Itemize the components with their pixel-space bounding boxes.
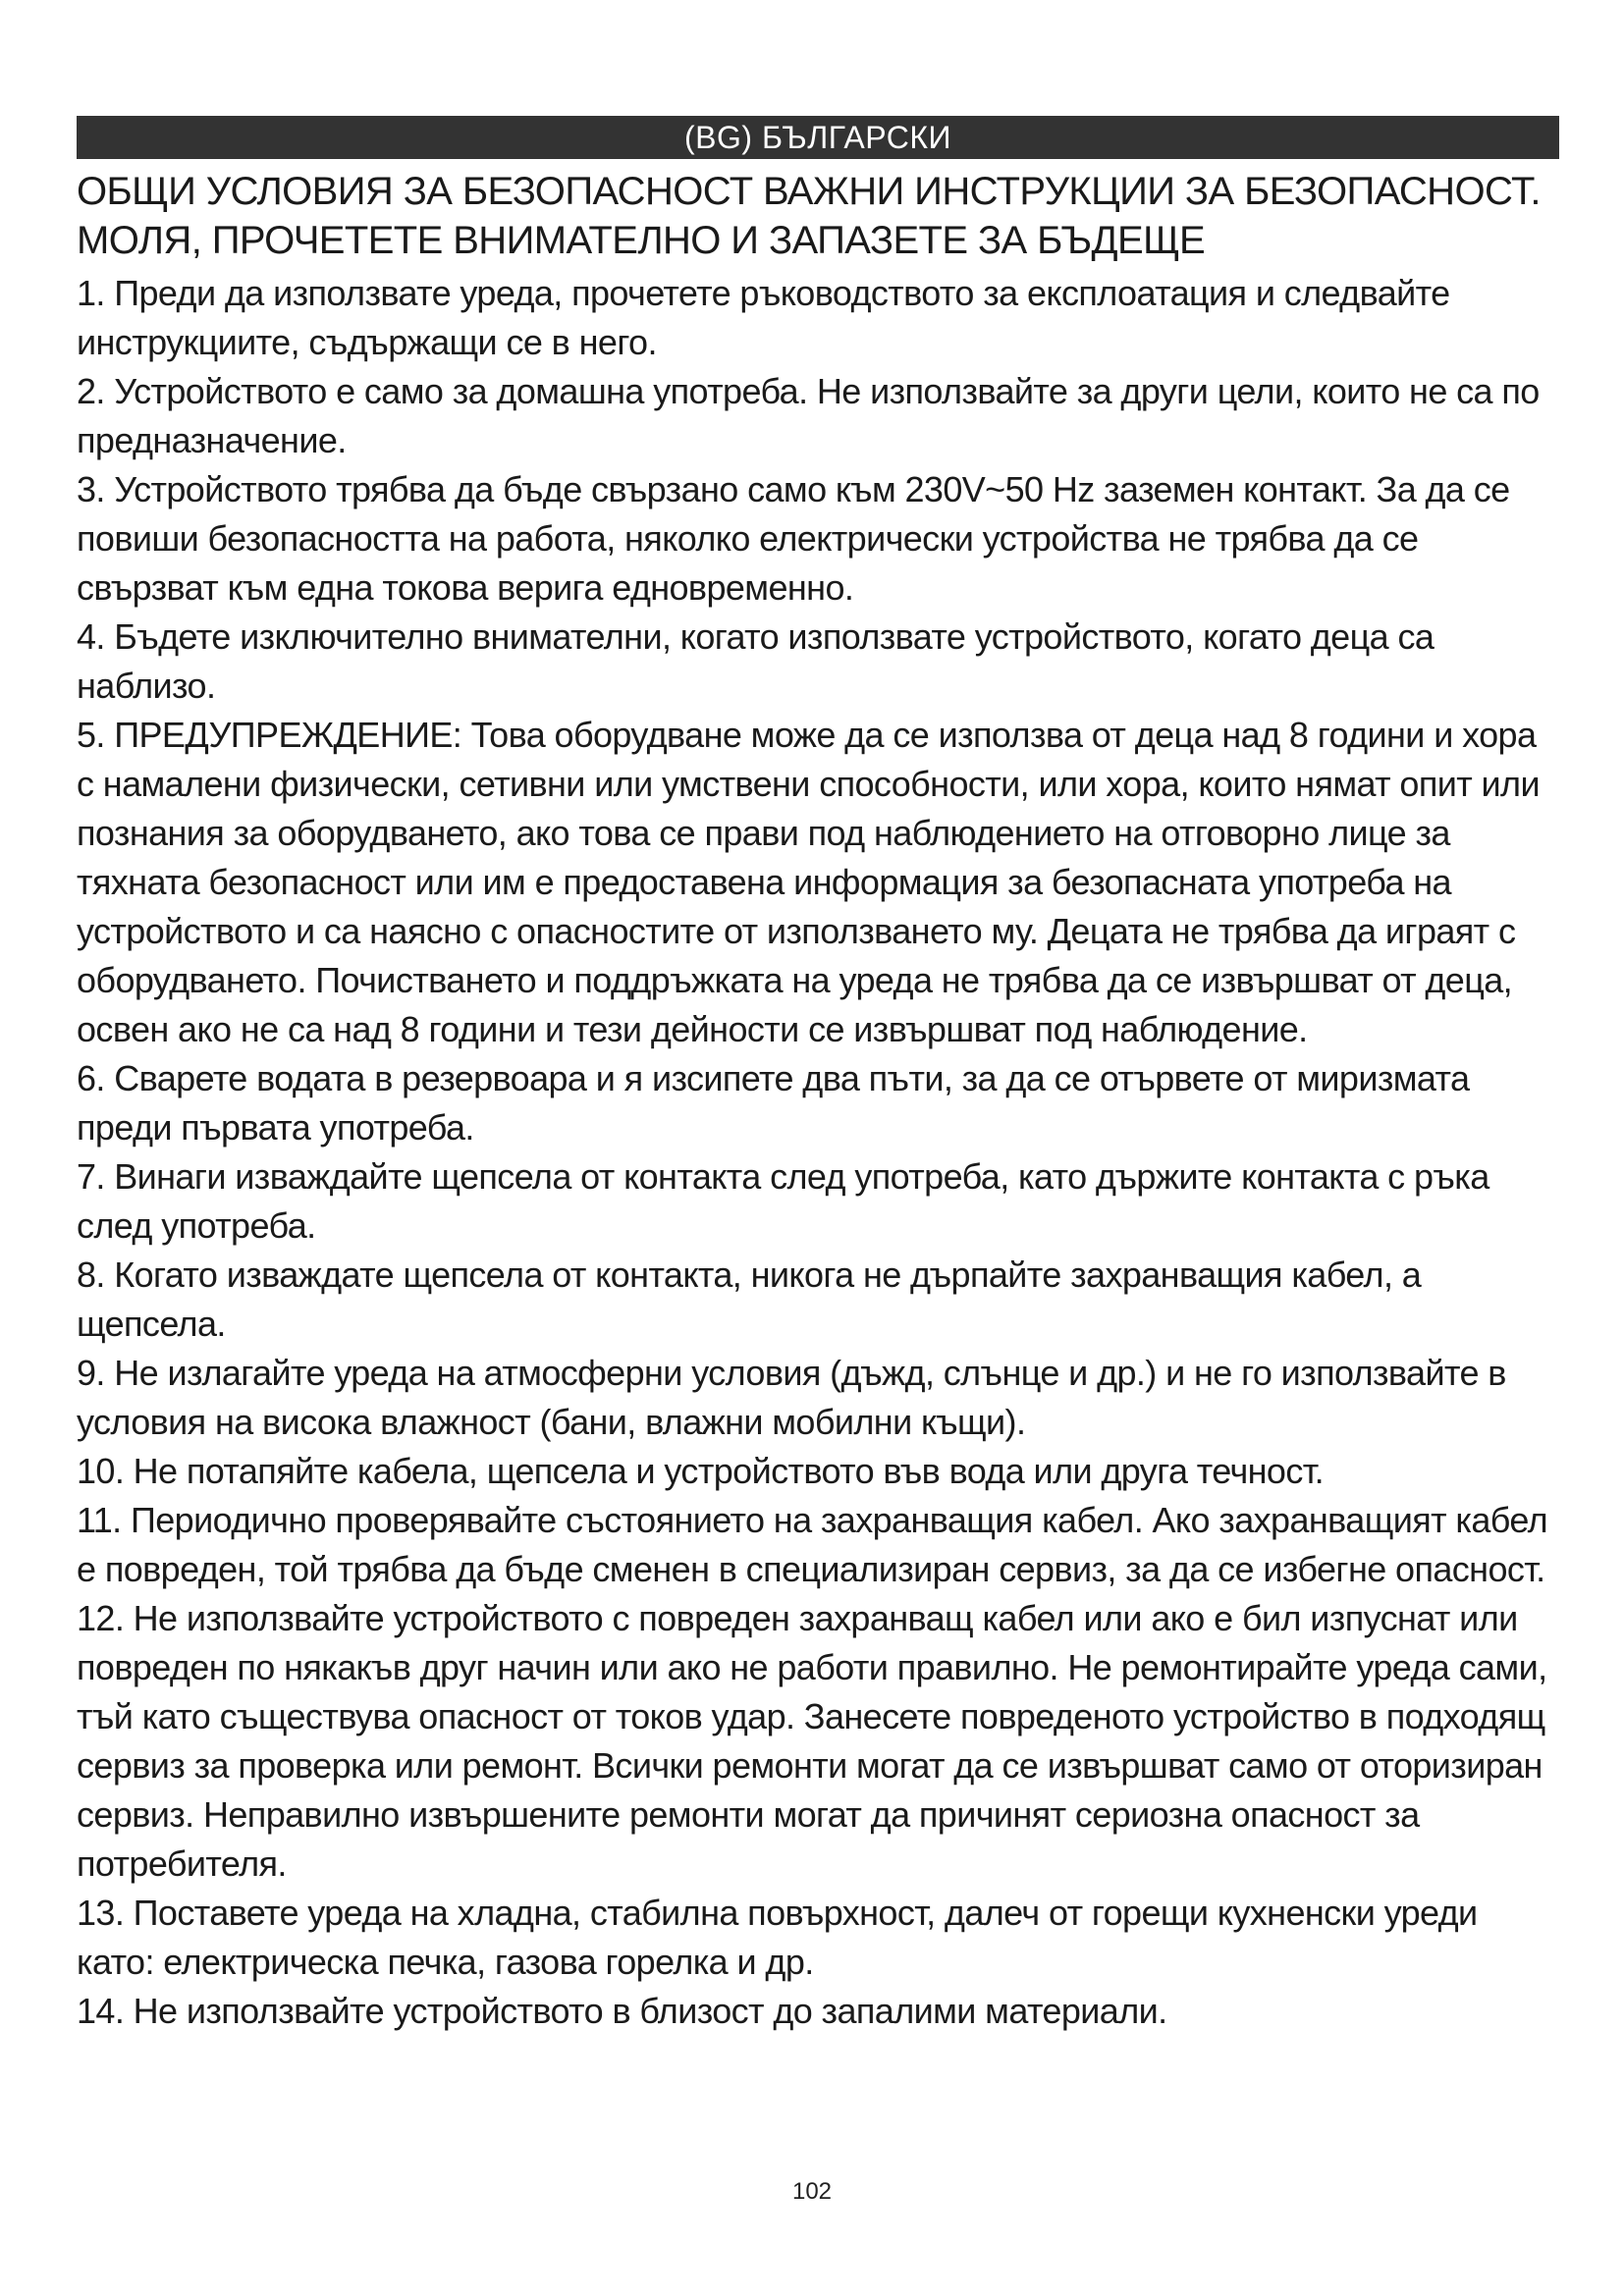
instruction-item: 3. Устройството трябва да бъде свързано само към 230V~50 Hz заземен контакт. За да се повиши безопасността на работа, няколко електрически устройства не трябва да се свързват към една токова верига едновременно. [77,469,1510,608]
instruction-item: 8. Когато изваждате щепсела от контакта, никога не дърпайте захранващия кабел, а щепсела. [77,1255,1422,1344]
instruction-item: 6. Сварете водата в резервоара и я изсипете два пъти, за да се отървете от миризмата преди първата употреба. [77,1058,1470,1148]
page-number: 102 [791,2178,833,2205]
instruction-item: 12. Не използвайте устройството с повреден захранващ кабел или ако е бил изпуснат или повреден по някакъв друг начин или ако не работи правилно. Не ремонтирайте уреда сами, тъй като съществува опасност от токов удар. Занесете повреденото устройство в подходящ сервиз за проверка или ремонт. Всички ремонти могат да се извършват само от оторизиран сервиз. Неправилно извършените ремонти могат да причинят сериозна опасност за потребителя. [77,1598,1547,1884]
instruction-item: 1. Преди да използвате уреда, прочетете ръководството за експлоатация и следвайте инструкциите, съдържащи се в него. [77,273,1450,362]
instruction-item: 7. Винаги изваждайте щепсела от контакта след употреба, като държите контакта с ръка след употреба. [77,1156,1489,1246]
instruction-item: 4. Бъдете изключително внимателни, когато използвате устройството, когато деца са наблизо. [77,616,1435,706]
page-content [77,116,1559,2036]
language-header-bar [77,116,1559,159]
safety-instructions-list [77,269,1559,2036]
instruction-item: 10. Не потапяйте кабела, щепсела и устройството във вода или друга течност. [77,1451,1325,1491]
safety-heading: ОБЩИ УСЛОВИЯ ЗА БЕЗОПАСНОСТ ВАЖНИ ИНСТРУКЦИИ ЗА БЕЗОПАСНОСТ. МОЛЯ, ПРОЧЕТЕТЕ ВНИМАТЕЛНО И ЗАПАЗЕТЕ ЗА БЪДЕЩЕ [77,170,1541,262]
instruction-item: 11. Периодично проверявайте състоянието на захранващия кабел. Ако захранващият кабел е повреден, той трябва да бъде сменен в специализиран сервиз, за да се избегне опасност. [77,1500,1548,1589]
instruction-item: 9. Не излагайте уреда на атмосферни условия (дъжд, слънце и др.) и не го използвайте в условия на висока влажност (бани, влажни мобилни къщи). [77,1353,1506,1442]
instruction-item: 5. ПРЕДУПРЕЖДЕНИЕ: Това оборудване може да се използва от деца над 8 години и хора с намалени физически, сетивни или умствени способности, или хора, които нямат опит или познания за оборудването, ако това се прави под наблюдението на отговорно лице за тяхната безопасност или им е предоставена информация за безопасната употреба на устройството и са наясно с опасностите от използването му. Децата не трябва да играят с оборудването. Почистването и поддръжката на уреда не трябва да се извършват от деца, освен ако не са над 8 години и тези дейности се извършват под наблюдение. [77,715,1540,1049]
instruction-item: 14. Не използвайте устройството в близост до запалими материали. [77,1991,1167,2031]
instruction-item: 13. Поставете уреда на хладна, стабилна повърхност, далеч от горещи кухненски уреди като: електрическа печка, газова горелка и др. [77,1893,1478,1982]
language-label: (BG) БЪЛГАРСКИ [684,120,951,155]
instruction-item: 2. Устройството е само за домашна употреба. Не използвайте за други цели, които не са по предназначение. [77,371,1540,460]
